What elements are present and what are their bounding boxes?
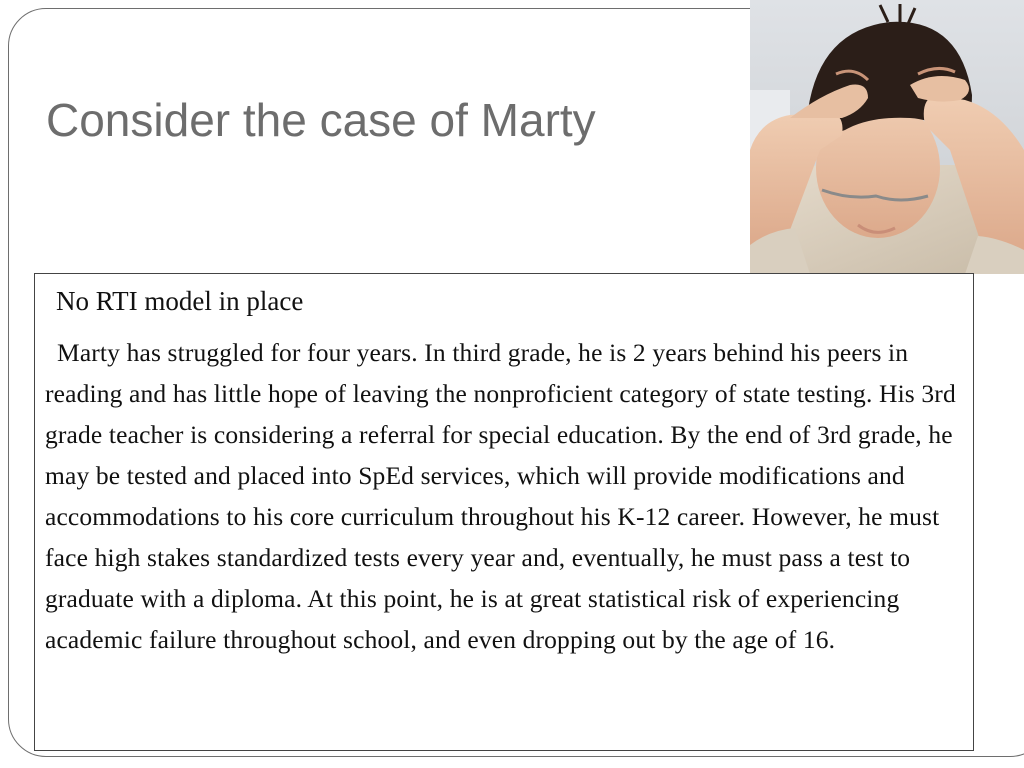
student-hands-on-head-photo: [750, 0, 1024, 274]
subheading: No RTI model in place: [56, 286, 304, 316]
slide-title: Consider the case of Marty: [46, 94, 596, 146]
body-paragraph: Marty has struggled for four years. In third grade, he is 2 years behind his peers in reading and has little hope of leaving the nonproficient category of state testing. His 3rd grade teacher is considering a referral for special education. By the end of 3rd grade, he may be tested and placed into SpEd services, which will provide modifications and accommodations to his core curriculum throughout his K-12 career. However, he must face high stakes standardized tests every year and, eventually, he must pass a test to graduate with a diploma. At this point, he is at great statistical risk of experiencing academic failure throughout school, and even dropping out by the age of 16.: [45, 338, 956, 654]
student-photo: [750, 0, 1024, 274]
content-box: [34, 273, 974, 751]
